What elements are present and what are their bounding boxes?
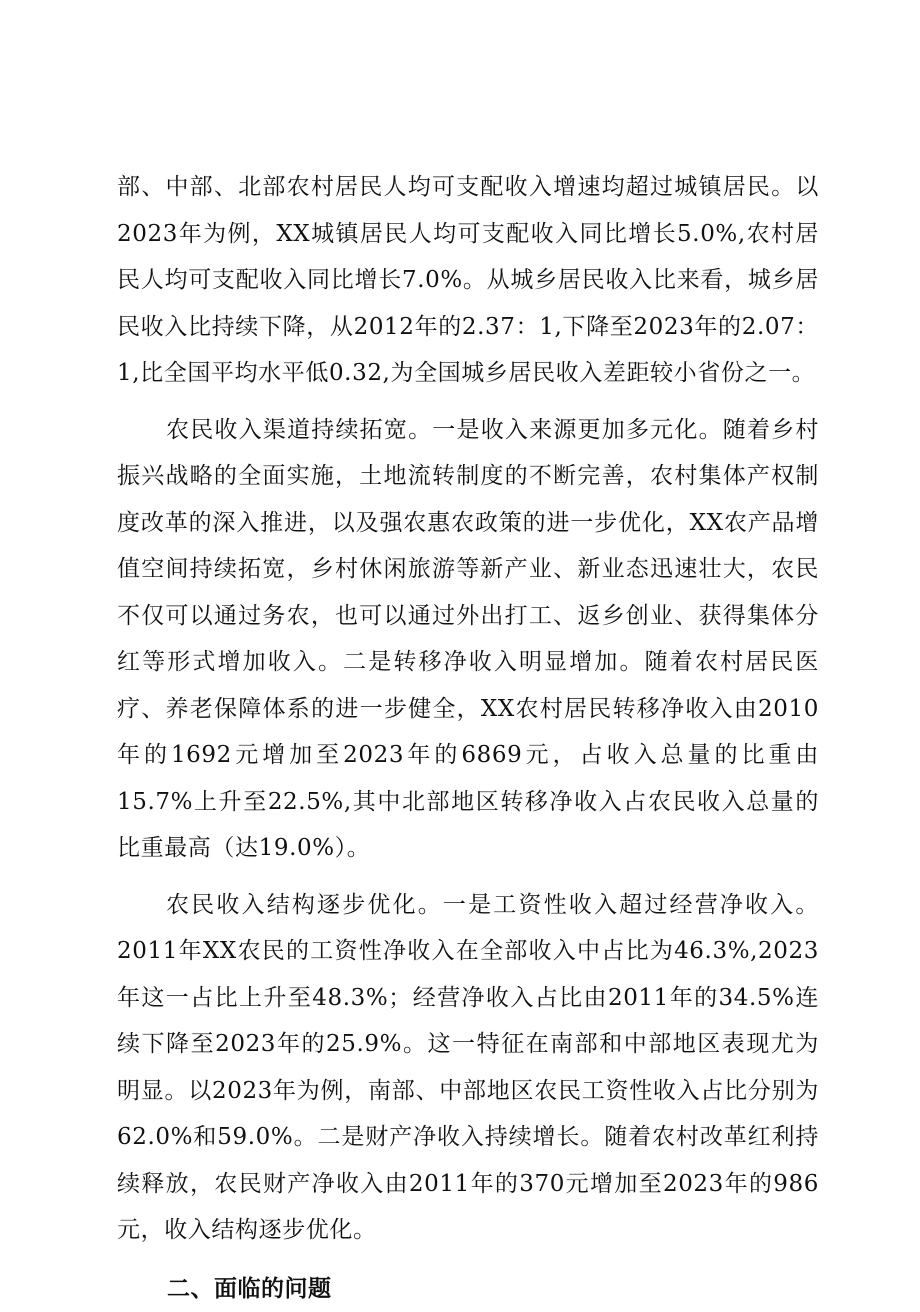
section-heading-problems: 二、面临的问题	[167, 1275, 332, 1302]
paragraph-income-channels: 农民收入渠道持续拓宽。一是收入来源更加多元化。随着乡村振兴战略的全面实施，土地流转制度的不断完善，农村集体产权制度改革的深入推进，以及强农惠农政策的进一步优化，XX农产品增值空间持续拓宽，乡村休闲旅游等新产业、新业态迅速壮大，农民不仅可以通过务农，也可以通过外出打工、返乡创业、获得集体分红等形式增加收入。二是转移净收入明显增加。随着农村居民医疗、养老保障体系的进一步健全，XX农村居民转移净收入由2010年的1692元增加至2023年的6869元，占收入总量的比重由15.7%上升至22.5%,其中北部地区转移净收入占农民收入总量的比重最高（达19.0%）。	[117, 416, 819, 861]
document-body	[117, 164, 819, 1312]
paragraph-income-structure: 农民收入结构逐步优化。一是工资性收入超过经营净收入。2011年XX农民的工资性净收入在全部收入中占比为46.3%,2023年这一占比上升至48.3%；经营净收入占比由2011年的34.5%连续下降至2023年的25.9%。这一特征在南部和中部地区表现尤为明显。以2023年为例，南部、中部地区农民工资性收入占比分别为62.0%和59.0%。二是财产净收入持续增长。随着农村改革红利持续释放，农民财产净收入由2011年的370元增加至2023年的986元，收入结构逐步优化。	[117, 891, 819, 1243]
paragraph-urban-rural-income-gap: 部、中部、北部农村居民人均可支配收入增速均超过城镇居民。以2023年为例，XX城镇居民人均可支配收入同比增长5.0%,农村居民人均可支配收入同比增长7.0%。从城乡居民收入比来看，城乡居民收入比持续下降，从2012年的2.37：1,下降至2023年的2.07：1,比全国平均水平低0.32,为全国城乡居民收入差距较小省份之一。	[117, 174, 819, 386]
